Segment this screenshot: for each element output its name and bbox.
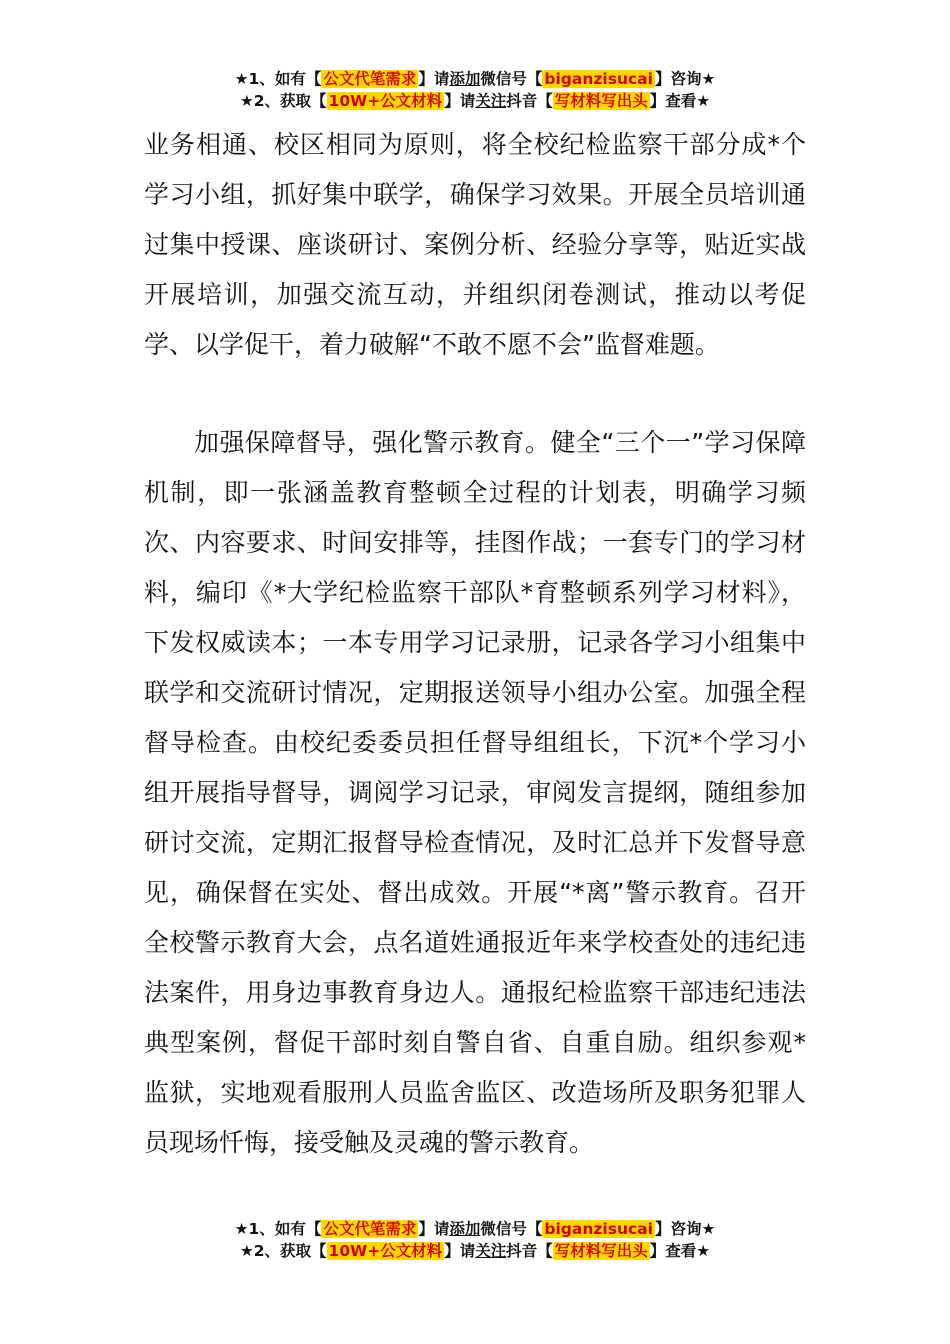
banner-text: ★2、获取【 — [239, 92, 327, 110]
banner-text: 】查看★ — [649, 92, 711, 110]
highlight-douyin: 写材料写出头 — [554, 92, 648, 110]
banner-text: 】请 — [418, 70, 450, 88]
banner-line-1 — [0, 1218, 950, 1240]
banner-underlined: 添加 — [449, 1220, 481, 1238]
banner-text: 微信号【 — [480, 1220, 543, 1238]
highlight-wechat-id: biganzisucai — [544, 1220, 653, 1238]
banner-underlined: 关注 — [475, 92, 507, 110]
banner-text: 微信号【 — [480, 70, 543, 88]
banner-line-2 — [0, 1240, 950, 1262]
banner-text: 】查看★ — [649, 1242, 711, 1260]
banner-text: 抖音【 — [506, 1242, 553, 1260]
banner-underlined: 关注 — [475, 1242, 507, 1260]
highlight-wechat-id: biganzisucai — [544, 70, 653, 88]
highlight-douyin: 写材料写出头 — [554, 1242, 648, 1260]
document-body-part-2 — [144, 418, 806, 1168]
document-body-part-1 — [144, 120, 806, 370]
banner-text: 】咨询★ — [654, 1220, 716, 1238]
banner-text: 】请 — [418, 1220, 450, 1238]
banner-text: ★2、获取【 — [239, 1242, 327, 1260]
banner-text: ★1、如有【 — [234, 70, 322, 88]
banner-line-1 — [0, 68, 950, 90]
highlight-materials: 10W+公文材料 — [328, 1242, 443, 1260]
banner-text: 】请 — [444, 1242, 476, 1260]
header-banner — [0, 68, 950, 112]
banner-text: ★1、如有【 — [234, 1220, 322, 1238]
banner-line-2 — [0, 90, 950, 112]
banner-underlined: 添加 — [449, 70, 481, 88]
footer-banner — [0, 1218, 950, 1262]
paragraph: 加强保障督导，强化警示教育。健全“三个一”学习保障机制，即一张涵盖教育整顿全过程的计划表，明确学习频次、内容要求、时间安排等，挂图作战；一套专门的学习材料，编印《*大学纪检监察干部队*育整顿系列学习材料》，下发权威读本；一本专用学习记录册，记录各学习小组集中联学和交流研讨情况，定期报送领导小组办公室。加强全程督导检查。由校纪委委员担任督导组组长，下沉*个学习小组开展指导督导，调阅学习记录，审阅发言提纲，随组参加研讨交流，定期汇报督导检查情况，及时汇总并下发督导意见，确保督在实处、督出成效。开展“*离”警示教育。召开全校警示教育大会，点名道姓通报近年来学校查处的违纪违法案件，用身边事教育身边人。通报纪检监察干部违纪违法典型案例，督促干部时刻自警自省、自重自励。组织参观*监狱，实地观看服刑人员监舍监区、改造场所及职务犯罪人员现场忏悔，接受触及灵魂的警示教育。 — [144, 428, 806, 1157]
highlight-service: 公文代笔需求 — [323, 1220, 417, 1238]
highlight-service: 公文代笔需求 — [323, 70, 417, 88]
banner-text: 】咨询★ — [654, 70, 716, 88]
paragraph: 业务相通、校区相同为原则，将全校纪检监察干部分成*个学习小组，抓好集中联学，确保学习效果。开展全员培训通过集中授课、座谈研讨、案例分析、经验分享等，贴近实战开展培训，加强交流互动，并组织闭卷测试，推动以考促学、以学促干，着力破解“不敢不愿不会”监督难题。 — [144, 130, 806, 359]
banner-text: 】请 — [444, 92, 476, 110]
highlight-materials: 10W+公文材料 — [328, 92, 443, 110]
banner-text: 抖音【 — [506, 92, 553, 110]
